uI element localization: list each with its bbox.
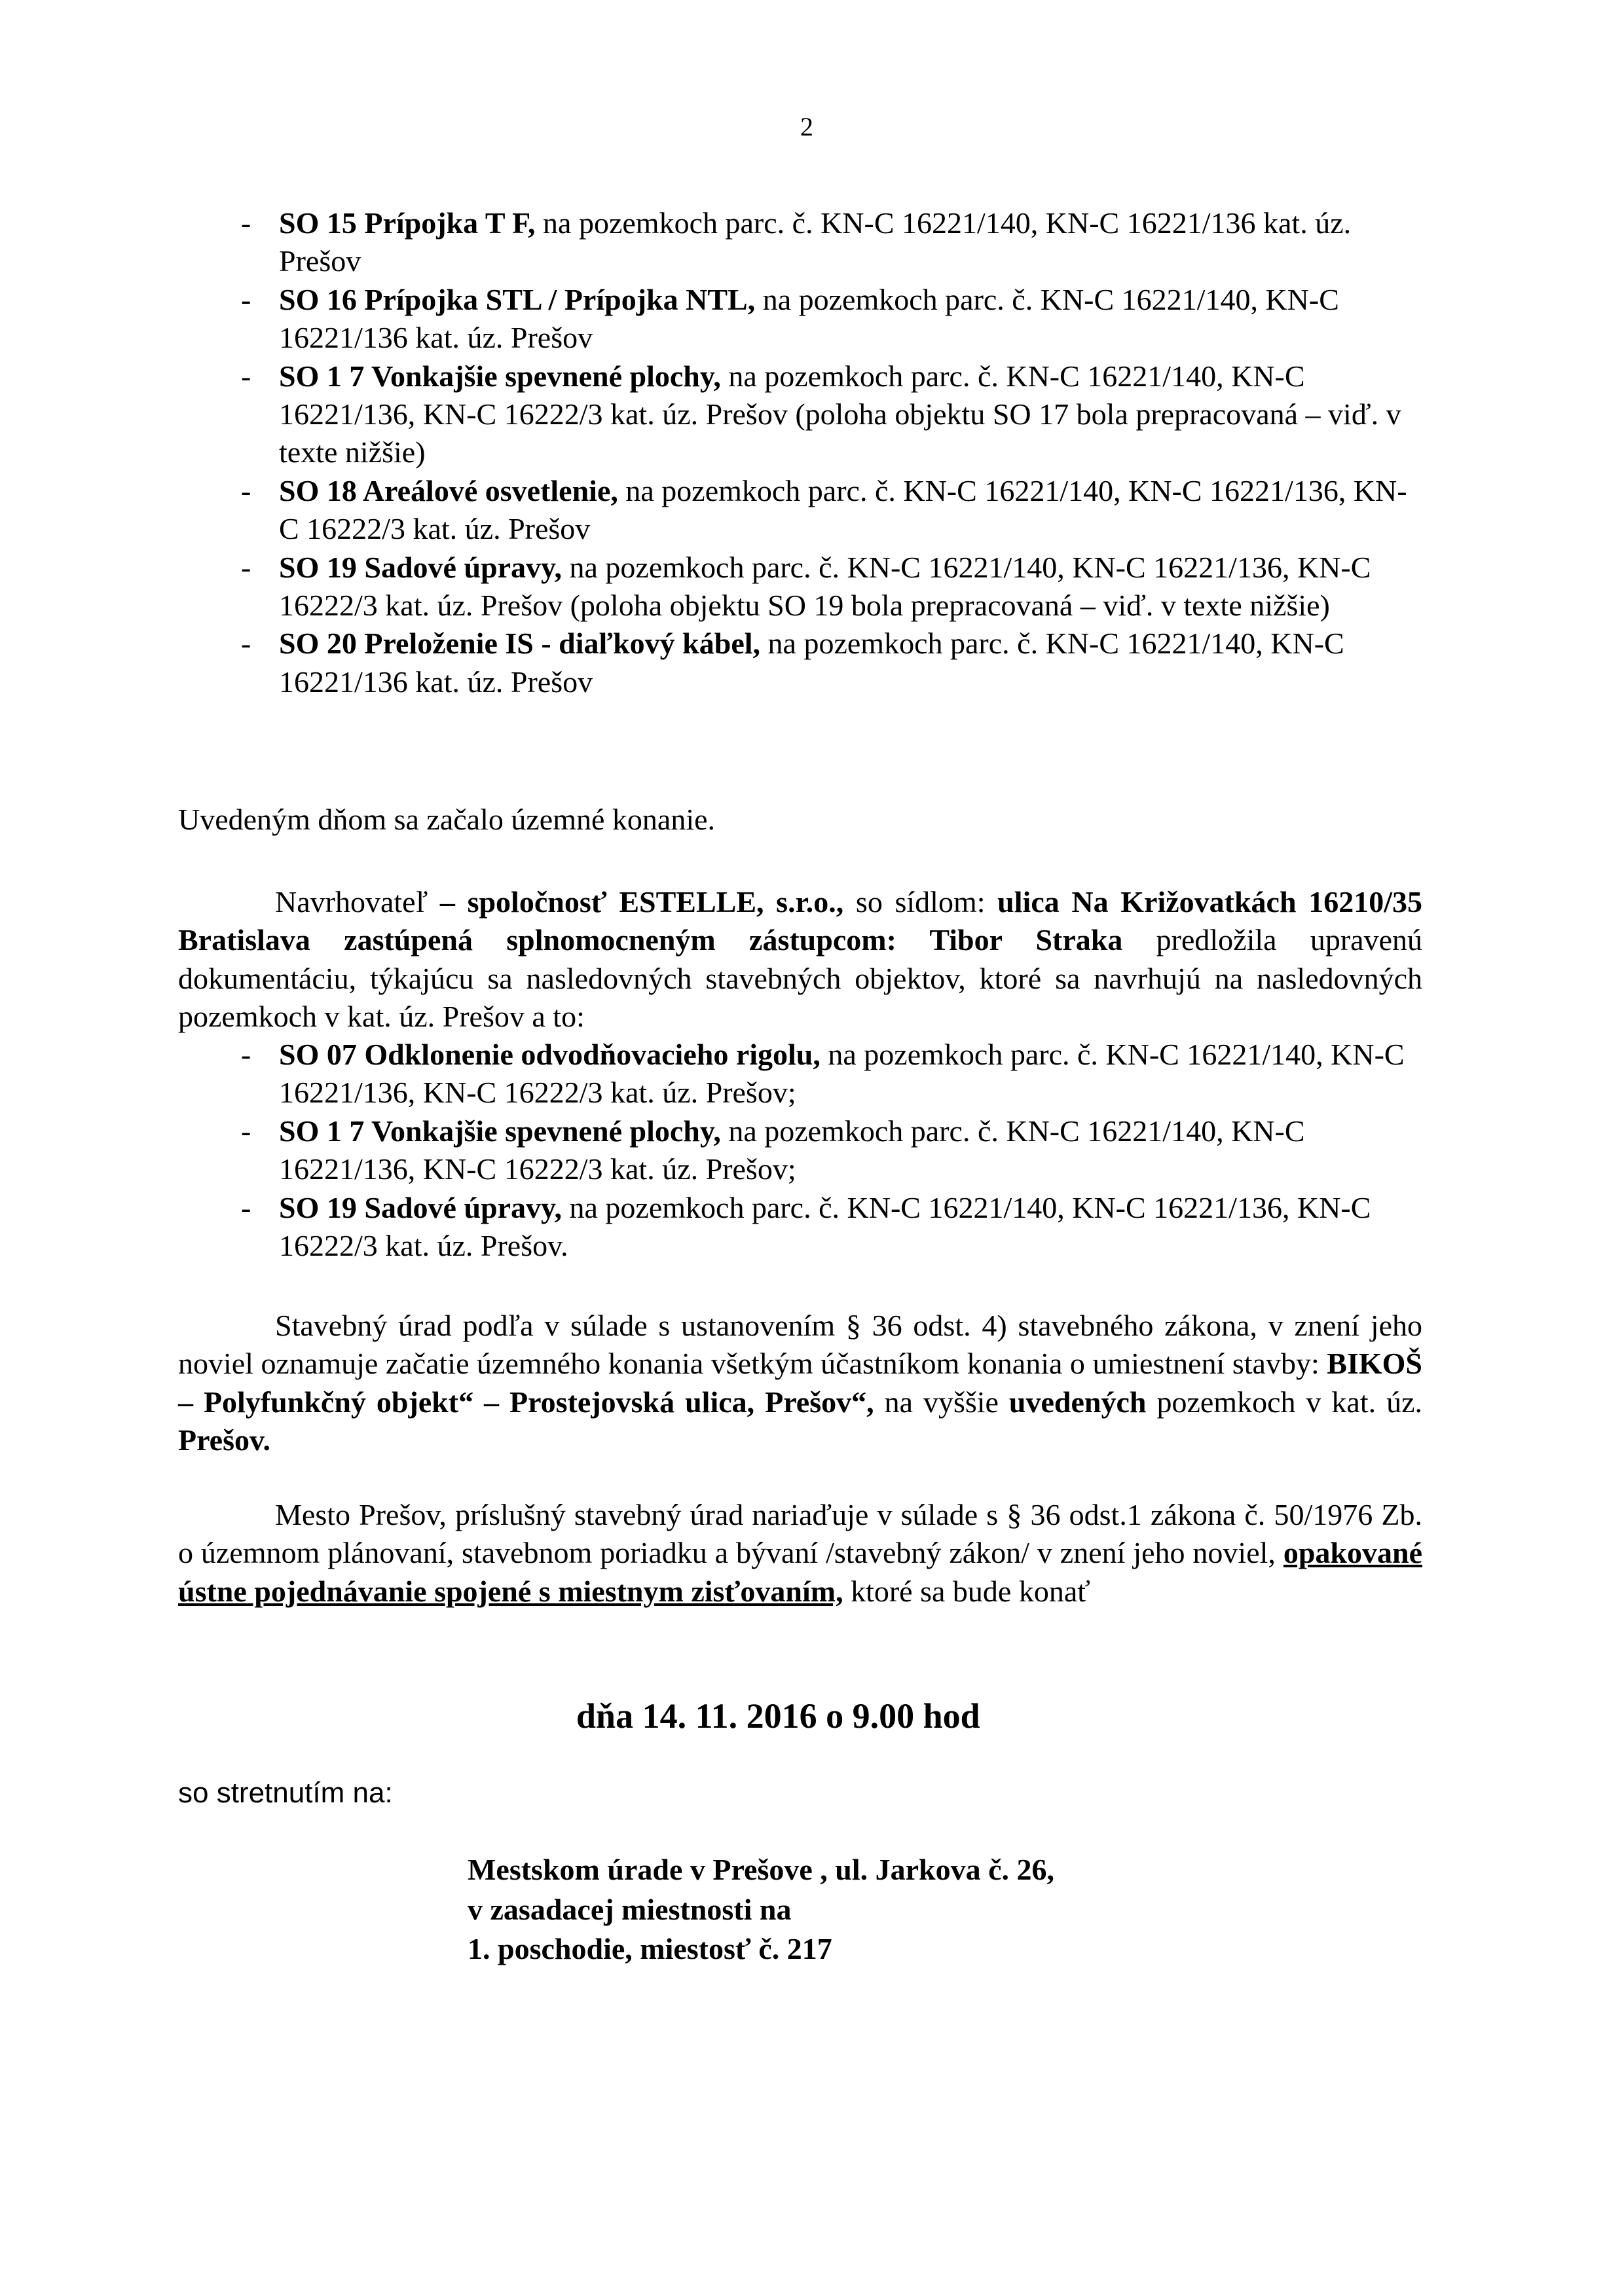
so-title: SO 16 Prípojka STL / Prípojka NTL,: [279, 282, 756, 316]
so-title: SO 07 Odklonenie odvodňovacieho rigolu,: [279, 1038, 821, 1071]
so-title: SO 15 Prípojka T F,: [279, 206, 536, 240]
list-dash: -: [241, 1038, 251, 1071]
hearing-date: dňa 14. 11. 2016 o 9.00 hod: [576, 1696, 980, 1736]
paragraph-started: Uvedeným dňom sa začalo územné konanie.: [178, 803, 716, 836]
proposer-address: ulica Na Križovatkách 16210/35 Bratislava zastúpená splnomocneným zástupcom: Tibor Straka: [178, 885, 1422, 957]
so-location: na pozemkoch parc. č. KN-C 16221/140, KN-C 16221/136, KN-C 16222/3 kat. úz. Prešov (poloha objektu SO 17 bola prepracovaná – viď. v texte nižšie): [279, 359, 1401, 469]
list-dash: -: [241, 282, 251, 316]
list-dash: -: [241, 359, 251, 393]
so-title: SO 19 Sadové úpravy,: [279, 1190, 562, 1224]
so-title: SO 19 Sadové úpravy,: [279, 550, 562, 584]
so-location: na pozemkoch parc. č. KN-C 16221/140, KN-C 16221/136, KN-C 16222/3 kat. úz. Prešov: [279, 473, 1407, 546]
list-item: [178, 357, 1422, 472]
list-dash: -: [241, 1114, 251, 1148]
list-item: [178, 625, 1422, 701]
project-name: BIKOŠ – Polyfunkčný objekt“ – Prostejovská ulica, Prešov“,: [178, 1347, 1422, 1419]
so-list: [178, 204, 1422, 701]
list-dash: -: [241, 550, 251, 584]
so-list-2: [178, 1036, 1422, 1265]
so-location: na pozemkoch parc. č. KN-C 16221/140, KN-C 16221/136 kat. úz. Prešov: [279, 282, 1339, 355]
so-location: na pozemkoch parc. č. KN-C 16221/140, KN-C 16221/136, KN-C 16222/3 kat. úz. Prešov;: [279, 1114, 1305, 1186]
meeting-label: so stretnutím na:: [178, 1777, 393, 1809]
list-item: [178, 1112, 1422, 1189]
address-line: 1. poschodie, miestosť č. 217: [468, 1932, 832, 1966]
list-item: [178, 281, 1422, 357]
paragraph-office: Stavebný úrad podľa v súlade s ustanovením § 36 odst. 4) stavebného zákona, v znení jeho noviel oznamuje začatie územného konania všetkým účastníkom konania o umiestnení stavby: BIKOŠ – Polyfunkčný objekt“ – Prostejovská ulica, Prešov“, na vyššie uvedených pozemkoch v kat. úz. Prešov.: [178, 1309, 1422, 1457]
list-dash: -: [241, 473, 251, 507]
so-title: SO 18 Areálové osvetlenie,: [279, 473, 618, 507]
so-location: na pozemkoch parc. č. KN-C 16221/140, KN-C 16221/136, KN-C 16222/3 kat. úz. Prešov;: [279, 1038, 1405, 1110]
address-line: Mestskom úrade v Prešove , ul. Jarkova č. 26,: [468, 1853, 1055, 1886]
list-item: [178, 1036, 1422, 1112]
paragraph-proposer: Navrhovateľ – spoločnosť ESTELLE, s.r.o., so sídlom: ulica Na Križovatkách 16210/35 Bratislava zastúpená splnomocneným zástupcom: Tibor Straka predložila upravenú dokumentáciu, týkajúcu sa nasledovných stavebných objektov, ktoré sa navrhujú na nasledovných pozemkoch v kat. úz. Prešov a to:: [178, 885, 1422, 1034]
hearing-notice: opakované ústne pojednávanie spojené s miestnym zisťovaním,: [178, 1536, 1422, 1608]
so-location: na pozemkoch parc. č. KN-C 16221/140, KN-C 16221/136, KN-C 16222/3 kat. úz. Prešov (poloha objektu SO 19 bola prepracovaná – viď. v texte nižšie): [279, 550, 1371, 623]
list-item: [178, 204, 1422, 281]
so-location: na pozemkoch parc. č. KN-C 16221/140, KN-C 16221/136, KN-C 16222/3 kat. úz. Prešov.: [279, 1190, 1371, 1263]
proposer-company: – spoločnosť ESTELLE, s.r.o.,: [428, 885, 844, 919]
list-item: [178, 549, 1422, 625]
list-dash: -: [241, 1190, 251, 1224]
paragraph-city: Mesto Prešov, príslušný stavebný úrad nariaďuje v súlade s § 36 odst.1 zákona č. 50/1976 Zb. o územnom plánovaní, stavebnom poriadku a bývaní /stavebný zákon/ v znení jeho noviel, opakované ústne pojednávanie spojené s miestnym zisťovaním, ktoré sa bude konať: [178, 1498, 1422, 1608]
address-line: v zasadacej miestnosti na: [468, 1892, 792, 1926]
so-location: na pozemkoch parc. č. KN-C 16221/140, KN-C 16221/136 kat. úz. Prešov: [279, 627, 1344, 699]
page-number: 2: [800, 112, 813, 141]
list-dash: -: [241, 206, 251, 240]
list-item: [178, 1189, 1422, 1266]
so-title: SO 20 Preloženie IS - diaľkový kábel,: [279, 627, 761, 661]
list-item: [178, 472, 1422, 549]
so-title: SO 1 7 Vonkajšie spevnené plochy,: [279, 1114, 721, 1148]
list-dash: -: [241, 627, 251, 661]
proposer-lead: Navrhovateľ: [275, 885, 428, 919]
meeting-address: [468, 1850, 1054, 1969]
so-title: SO 1 7 Vonkajšie spevnené plochy,: [279, 359, 721, 393]
so-location: na pozemkoch parc. č. KN-C 16221/140, KN-C 16221/136 kat. úz. Prešov: [279, 206, 1352, 278]
